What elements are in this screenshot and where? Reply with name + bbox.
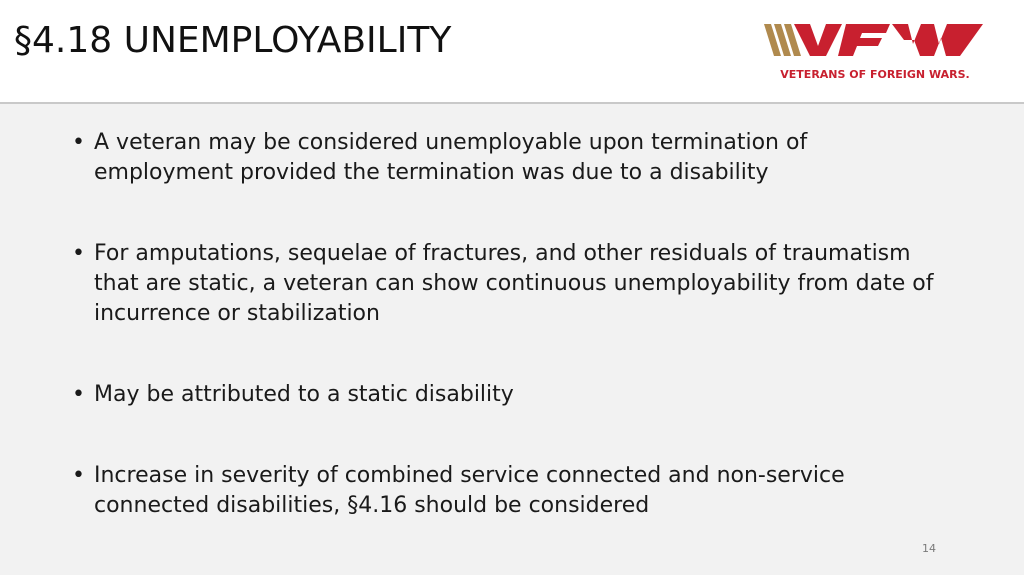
- bullet-item: [72, 128, 952, 188]
- logo-tagline: VETERANS OF FOREIGN WARS.: [780, 68, 970, 81]
- bullet-item: [72, 239, 952, 329]
- slide-title: §4.18 UNEMPLOYABILITY: [14, 20, 452, 61]
- bullet-item: [72, 380, 952, 410]
- vfw-logo: [764, 22, 986, 84]
- logo-letter-v: [794, 24, 842, 56]
- bullet-text: Increase in severity of combined service connected and non-service connected disabilities, §4.16 should be considered: [94, 463, 845, 518]
- slide-body: [0, 104, 1024, 575]
- bullet-text: A veteran may be considered unemployable upon termination of employment provided the termination was due to a disability: [94, 130, 808, 185]
- bullet-text: For amputations, sequelae of fractures, and other residuals of traumatism that are static, a veteran can show continuous unemployability from date of incurrence or stabilization: [94, 241, 934, 326]
- logo-letter-w: [892, 24, 983, 56]
- logo-letter-f: [838, 24, 890, 56]
- bullet-list: [72, 128, 952, 521]
- slide-header: [0, 0, 1024, 102]
- bullet-symbol: •: [72, 463, 85, 488]
- bullet-text: May be attributed to a static disability: [94, 382, 514, 407]
- bullet-symbol: •: [72, 382, 85, 407]
- bullet-symbol: •: [72, 130, 85, 155]
- bullet-symbol: •: [72, 241, 85, 266]
- page-number: 14: [922, 542, 936, 555]
- bullet-item: [72, 461, 952, 521]
